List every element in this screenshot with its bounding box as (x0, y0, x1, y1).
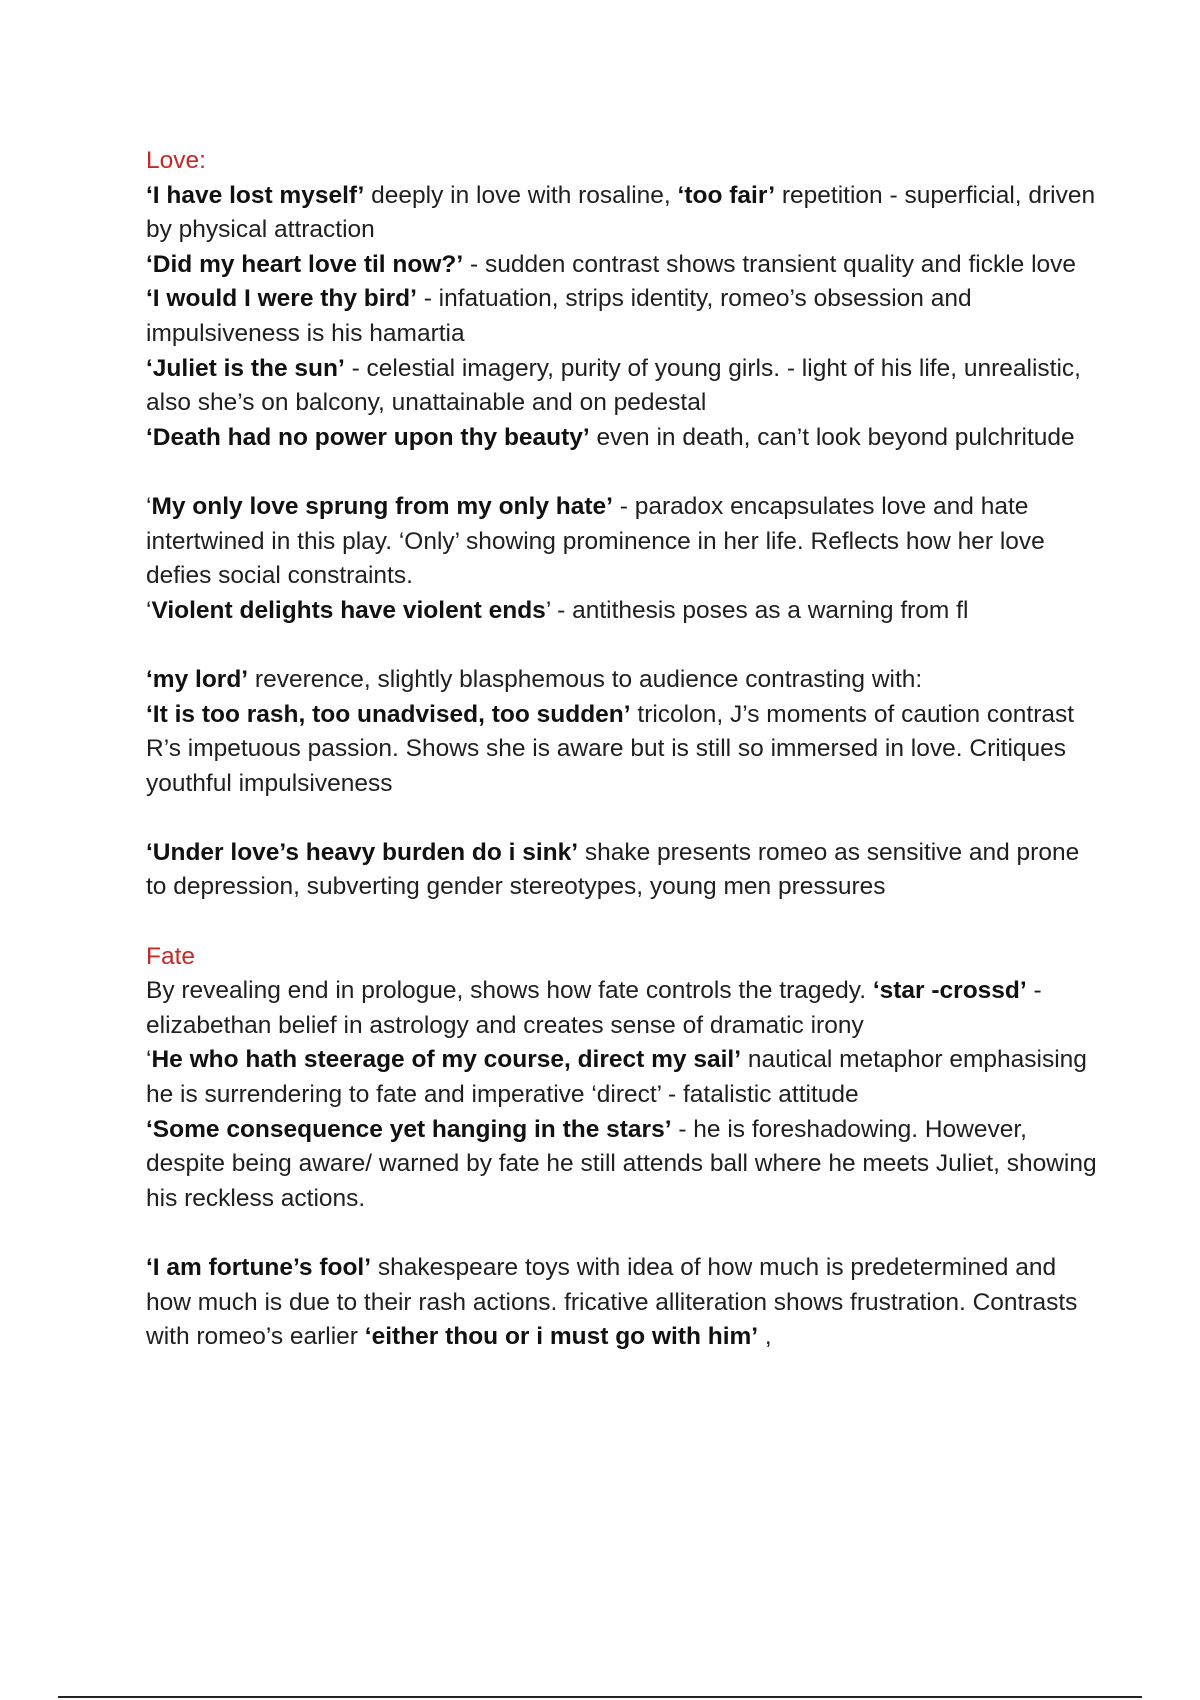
section-heading: Love: (146, 147, 206, 174)
quote-text: ‘It is too rash, too unadvised, too sudden’ (146, 700, 631, 728)
quote-text: ‘I would I were thy bird’ (146, 285, 417, 313)
analysis-text: shakespeare toys with idea of how much is predetermined and how much is due to their rash actions. fricative alliteration shows frustration. Contrasts with romeo’s earlier (146, 1254, 1078, 1351)
analysis-text: , (758, 1323, 772, 1351)
quote-text: ‘Did my heart love til now?’ (146, 250, 464, 278)
quote-text: My only love sprung from my only hate’ (151, 492, 613, 520)
quote-text: ‘star -crossd’ (872, 977, 1027, 1005)
analysis-text: - celestial imagery, purity of young girls. - light of his life, unrealistic, also she’s on balcony, unattainable and on pedestal (146, 354, 1081, 417)
quote-text: ‘too fair’ (677, 181, 776, 209)
note-paragraph (146, 490, 1106, 594)
analysis-text: - infatuation, strips identity, romeo’s obsession and impulsiveness is his hamartia (146, 285, 972, 347)
analysis-text: tricolon, J’s moments of caution contrast R’s impetuous passion. Shows she is aware but is still so immersed in love. Critiques youthful impulsiveness (146, 700, 1075, 797)
note-paragraph (146, 836, 1106, 905)
analysis-text: even in death, can’t look beyond pulchritude (589, 423, 1075, 451)
quote-text: ‘Under love’s heavy burden do i sink’ (146, 838, 579, 866)
note-paragraph (146, 594, 1106, 629)
analysis-text: ’ - antithesis poses as a warning from fl (545, 596, 969, 624)
quote-text: ‘my lord’ (146, 665, 249, 693)
quote-text: ‘either thou or i must go with him’ (364, 1323, 759, 1351)
section-heading: Fate (146, 942, 196, 970)
note-paragraph (146, 1043, 1106, 1112)
quote-text: Violent delights have violent ends (151, 596, 546, 624)
section-spacer (146, 905, 1106, 940)
analysis-text: ‘ (146, 492, 152, 520)
block-spacer (146, 628, 1106, 663)
analysis-text: - he is foreshadowing. However, despite being aware/ warned by fate he still attends ball where he meets Juliet, showing his reckless actions. (146, 1115, 1097, 1212)
note-paragraph (146, 663, 1106, 698)
quote-text: ‘Juliet is the sun’ (146, 354, 345, 382)
quote-text: ‘I have lost myself’ (146, 181, 365, 209)
analysis-text: - sudden contrast shows transient quality and fickle love (463, 250, 1077, 278)
quote-text: He who hath steerage of my course, direct my sail’ (151, 1046, 742, 1074)
analysis-text: - elizabethan belief in astrology and creates sense of dramatic irony (146, 977, 1042, 1039)
note-paragraph (146, 179, 1106, 248)
note-paragraph (146, 1251, 1106, 1355)
block-spacer (146, 455, 1106, 490)
analysis-text: - paradox encapsulates love and hate intertwined in this play. ‘Only’ showing prominence in her life. Reflects how her love defies social constraints. (146, 492, 1045, 590)
analysis-text: By revealing end in prologue, shows how fate controls the tragedy. (146, 977, 873, 1005)
analysis-text: nautical metaphor emphasising he is surrendering to fate and imperative ‘direct’ - fatalistic attitude (146, 1046, 1087, 1109)
analysis-text: ‘ (146, 596, 152, 624)
quote-text: ‘Some consequence yet hanging in the stars’ (146, 1115, 672, 1143)
block-spacer (146, 801, 1106, 836)
note-paragraph (146, 352, 1106, 421)
block-spacer (146, 1216, 1106, 1251)
quote-text: ‘I am fortune’s fool’ (146, 1254, 372, 1281)
note-paragraph (146, 421, 1106, 456)
note-paragraph (146, 1113, 1106, 1217)
note-paragraph (146, 974, 1106, 1043)
note-paragraph (146, 282, 1106, 351)
note-paragraph (146, 248, 1106, 283)
analysis-text: reverence, slightly blasphemous to audience contrasting with: (248, 665, 923, 693)
analysis-text: ‘ (146, 1046, 152, 1074)
analysis-text: deeply in love with rosaline, (364, 181, 678, 209)
footer-rule (58, 1696, 1142, 1698)
quote-text: ‘Death had no power upon thy beauty’ (146, 423, 590, 451)
note-paragraph (146, 698, 1106, 802)
notes-page (146, 144, 1106, 1355)
analysis-text: shake presents romeo as sensitive and prone to depression, subverting gender stereotypes, young men pressures (146, 838, 1080, 901)
analysis-text: repetition - superficial, driven by physical attraction (146, 181, 1096, 244)
